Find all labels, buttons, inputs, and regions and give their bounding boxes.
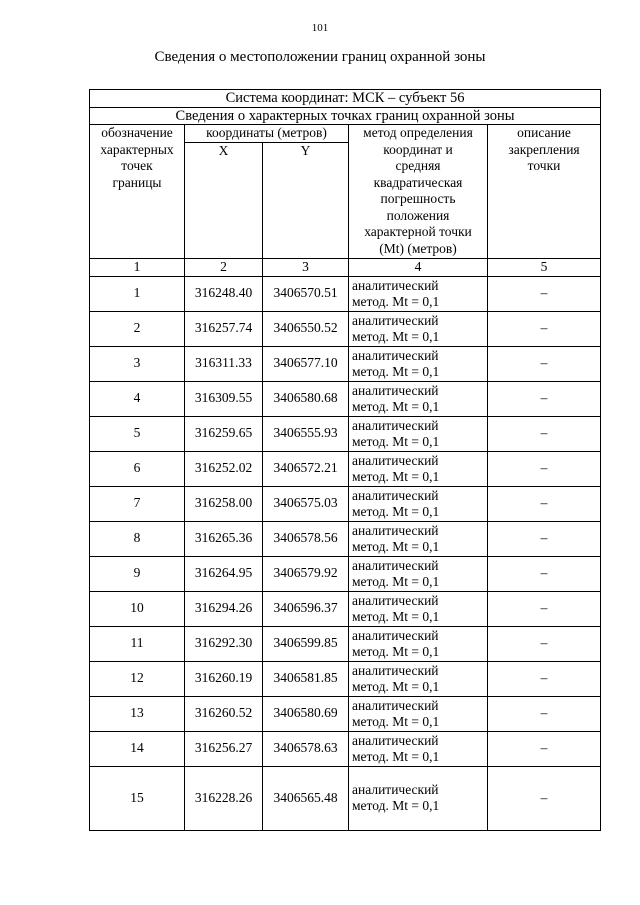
method-line: аналитический xyxy=(352,592,439,608)
header-line: средняя xyxy=(395,158,441,173)
description-cell: – xyxy=(488,556,601,591)
header-line: характерных xyxy=(100,141,174,157)
method-line: метод. Mt = 0,1 xyxy=(352,608,440,624)
y-coordinate-cell: 3406580.69 xyxy=(263,696,349,731)
description-cell: – xyxy=(488,591,601,626)
point-number-cell: 3 xyxy=(90,346,185,381)
x-header: X xyxy=(185,142,263,258)
coordinate-system-cell: Система координат: МСК – субъект 56 xyxy=(90,90,601,108)
page-number: 101 xyxy=(311,22,329,34)
point-number-cell: 1 xyxy=(90,276,185,311)
x-coordinate-cell: 316228.26 xyxy=(185,766,263,830)
method-line: аналитический xyxy=(352,782,439,797)
point-number-cell: 4 xyxy=(90,381,185,416)
header-line: обозначение xyxy=(101,125,173,140)
description-cell: – xyxy=(488,626,601,661)
method-line: аналитический xyxy=(352,417,439,433)
method-line: аналитический xyxy=(352,487,439,503)
column-number: 2 xyxy=(185,258,263,276)
method-cell xyxy=(349,451,488,486)
description-header xyxy=(488,125,601,259)
point-number-cell: 2 xyxy=(90,311,185,346)
designation-header xyxy=(90,125,185,259)
header-line: (Mt) (метров) xyxy=(379,240,457,256)
table-row xyxy=(90,661,601,696)
x-coordinate-cell: 316258.00 xyxy=(185,486,263,521)
table-row xyxy=(90,766,601,830)
point-number-cell: 7 xyxy=(90,486,185,521)
y-coordinate-cell: 3406577.10 xyxy=(263,346,349,381)
header-line: описание xyxy=(517,125,571,140)
method-line: метод. Mt = 0,1 xyxy=(352,678,440,694)
description-cell: – xyxy=(488,381,601,416)
point-number-cell: 8 xyxy=(90,521,185,556)
description-cell: – xyxy=(488,311,601,346)
y-header: Y xyxy=(263,142,349,258)
method-line: метод. Mt = 0,1 xyxy=(352,643,440,659)
method-line: аналитический xyxy=(352,697,439,713)
header-line: положения xyxy=(386,207,450,223)
point-number-cell: 11 xyxy=(90,626,185,661)
header-line: закрепления xyxy=(508,141,580,157)
x-coordinate-cell: 316260.19 xyxy=(185,661,263,696)
y-coordinate-cell: 3406550.52 xyxy=(263,311,349,346)
method-cell xyxy=(349,661,488,696)
method-line: метод. Mt = 0,1 xyxy=(352,398,440,414)
point-number-cell: 6 xyxy=(90,451,185,486)
method-cell xyxy=(349,416,488,451)
table-row xyxy=(90,451,601,486)
table-row xyxy=(90,521,601,556)
method-line: аналитический xyxy=(352,382,439,398)
x-coordinate-cell: 316257.74 xyxy=(185,311,263,346)
x-coordinate-cell: 316292.30 xyxy=(185,626,263,661)
table-row xyxy=(90,696,601,731)
method-line: метод. Mt = 0,1 xyxy=(352,713,440,729)
y-coordinate-cell: 3406599.85 xyxy=(263,626,349,661)
y-coordinate-cell: 3406580.68 xyxy=(263,381,349,416)
y-coordinate-cell: 3406570.51 xyxy=(263,276,349,311)
column-number: 4 xyxy=(349,258,488,276)
method-line: аналитический xyxy=(352,557,439,573)
y-coordinate-cell: 3406578.56 xyxy=(263,521,349,556)
description-cell: – xyxy=(488,416,601,451)
method-line: метод. Mt = 0,1 xyxy=(352,433,440,449)
y-coordinate-cell: 3406578.63 xyxy=(263,731,349,766)
y-coordinate-cell: 3406581.85 xyxy=(263,661,349,696)
method-line: аналитический xyxy=(352,627,439,643)
method-line: аналитический xyxy=(352,452,439,468)
column-number: 1 xyxy=(90,258,185,276)
x-coordinate-cell: 316309.55 xyxy=(185,381,263,416)
header-line: характерной точки xyxy=(364,224,472,239)
point-number-cell: 14 xyxy=(90,731,185,766)
method-cell xyxy=(349,626,488,661)
y-coordinate-cell: 3406565.48 xyxy=(263,766,349,830)
table-row xyxy=(90,731,601,766)
x-coordinate-cell: 316264.95 xyxy=(185,556,263,591)
method-line: метод. Mt = 0,1 xyxy=(352,363,440,379)
document-title: Сведения о местоположении границ охранной зоны xyxy=(154,49,486,65)
table-row xyxy=(90,556,601,591)
x-coordinate-cell: 316265.36 xyxy=(185,521,263,556)
table-row xyxy=(90,591,601,626)
column-number: 3 xyxy=(263,258,349,276)
method-cell xyxy=(349,591,488,626)
table-row xyxy=(90,346,601,381)
point-number-cell: 9 xyxy=(90,556,185,591)
table-row xyxy=(90,486,601,521)
point-number-cell: 13 xyxy=(90,696,185,731)
method-cell xyxy=(349,731,488,766)
y-coordinate-cell: 3406579.92 xyxy=(263,556,349,591)
method-header xyxy=(349,125,488,259)
header-line: погрешность xyxy=(380,191,456,206)
x-coordinate-cell: 316256.27 xyxy=(185,731,263,766)
point-number-cell: 12 xyxy=(90,661,185,696)
method-line: метод. Mt = 0,1 xyxy=(352,503,440,519)
table-row xyxy=(90,626,601,661)
header-line: точек xyxy=(121,158,153,173)
table-row xyxy=(90,276,601,311)
header-line: метод определения xyxy=(363,125,473,140)
point-number-cell: 10 xyxy=(90,591,185,626)
method-cell xyxy=(349,276,488,311)
method-line: аналитический xyxy=(352,277,439,293)
table-row xyxy=(90,311,601,346)
y-coordinate-cell: 3406596.37 xyxy=(263,591,349,626)
table-row xyxy=(90,381,601,416)
x-coordinate-cell: 316248.40 xyxy=(185,276,263,311)
header-line: квадратическая xyxy=(373,174,463,190)
method-line: метод. Mt = 0,1 xyxy=(352,328,440,344)
method-line: аналитический xyxy=(352,312,439,328)
x-coordinate-cell: 316260.52 xyxy=(185,696,263,731)
method-cell xyxy=(349,486,488,521)
method-cell xyxy=(349,696,488,731)
x-coordinate-cell: 316311.33 xyxy=(185,346,263,381)
method-line: аналитический xyxy=(352,347,439,363)
description-cell: – xyxy=(488,486,601,521)
description-cell: – xyxy=(488,346,601,381)
method-line: метод. Mt = 0,1 xyxy=(352,293,440,309)
description-cell: – xyxy=(488,521,601,556)
y-coordinate-cell: 3406555.93 xyxy=(263,416,349,451)
header-row xyxy=(90,125,601,143)
x-coordinate-cell: 316252.02 xyxy=(185,451,263,486)
method-cell xyxy=(349,766,488,830)
x-coordinate-cell: 316294.26 xyxy=(185,591,263,626)
method-line: аналитический xyxy=(352,522,439,538)
header-line: точки xyxy=(527,158,561,173)
point-number-cell: 5 xyxy=(90,416,185,451)
description-cell: – xyxy=(488,696,601,731)
column-number-row xyxy=(90,258,601,276)
column-number: 5 xyxy=(488,258,601,276)
method-cell xyxy=(349,381,488,416)
table-subtitle-cell: Сведения о характерных точках границ охранной зоны xyxy=(90,107,601,125)
coordinates-header: координаты (метров) xyxy=(185,125,349,143)
table-row xyxy=(90,416,601,451)
y-coordinate-cell: 3406572.21 xyxy=(263,451,349,486)
method-cell xyxy=(349,521,488,556)
description-cell: – xyxy=(488,731,601,766)
header-line: границы xyxy=(112,174,162,190)
table-subtitle-row xyxy=(90,107,601,125)
coordinate-system-row xyxy=(90,90,601,108)
point-number-cell: 15 xyxy=(90,766,185,830)
method-line: метод. Mt = 0,1 xyxy=(352,538,440,554)
method-line: аналитический xyxy=(352,662,439,678)
description-cell: – xyxy=(488,766,601,830)
description-cell: – xyxy=(488,661,601,696)
description-cell: – xyxy=(488,276,601,311)
method-cell xyxy=(349,556,488,591)
header-line: координат и xyxy=(383,141,453,157)
method-line: аналитический xyxy=(352,732,439,748)
x-coordinate-cell: 316259.65 xyxy=(185,416,263,451)
description-cell: – xyxy=(488,451,601,486)
boundary-points-table xyxy=(89,89,601,831)
method-cell xyxy=(349,311,488,346)
table-body xyxy=(90,276,601,830)
method-line: метод. Mt = 0,1 xyxy=(352,748,440,764)
method-line: метод. Mt = 0,1 xyxy=(352,573,440,589)
method-line: метод. Mt = 0,1 xyxy=(352,798,440,813)
method-line: метод. Mt = 0,1 xyxy=(352,468,440,484)
y-coordinate-cell: 3406575.03 xyxy=(263,486,349,521)
method-cell xyxy=(349,346,488,381)
